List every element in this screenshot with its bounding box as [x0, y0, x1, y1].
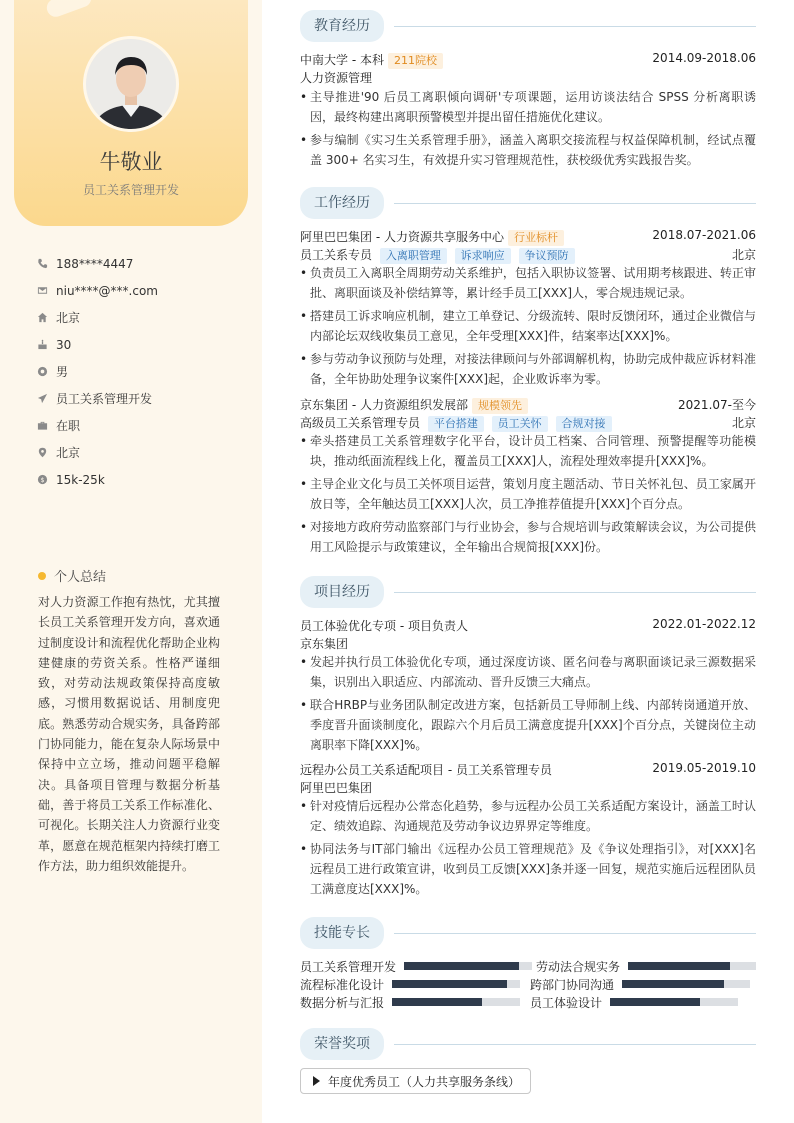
list-item: • 牵头搭建员工关系管理数字化平台，设计员工档案、合同管理、预警提醒等功能模块，推动纸面流程线上化，覆盖员工[XXX]人，流程处理效率提升[XXX]%。 [300, 431, 756, 471]
skill-label: 员工关系管理开发 [300, 959, 397, 974]
education-major: 人力资源管理 [300, 71, 373, 85]
job-city: 北京 [731, 248, 756, 262]
gender-icon [36, 366, 48, 378]
skill-tag: 员工关怀 [492, 416, 548, 432]
education-header: 中南大学 - 本科 211院校 2014.09-2018.06 [300, 51, 756, 67]
company-badge: 规模领先 [472, 398, 528, 414]
skill-tag: 入离职管理 [380, 248, 447, 264]
summary-heading: 个人总结 [38, 566, 106, 585]
decoration [44, 0, 93, 19]
list-item: • 对接地方政府劳动监察部门与行业协会，参与合规培训与政策解读会议，为公司提供用工风险提示与政策建议，全年输出合规简报[XXX]份。 [300, 517, 756, 557]
project-bullets [300, 652, 756, 758]
section-skills: 技能专长 [300, 917, 756, 949]
project-bullets [300, 796, 756, 902]
list-item: • 协同法务与IT部门输出《远程办公员工管理规范》及《争议处理指引》，对[XXX]名远程员工进行政策宣讲，收到员工反馈[XXX]条并逐一回复，规范实施后远程团队员工满意度达[XXX]%。 [300, 839, 756, 899]
list-item: • 负责员工入离职全周期劳动关系维护，包括入职协议签署、试用期考核跟进、转正审批、离职面谈及补偿结算等，累计经手员工[XXX]人，零合规违规记录。 [300, 263, 756, 303]
phone-icon [36, 258, 48, 270]
briefcase-icon [36, 420, 48, 432]
contact-intent: 员工关系管理开发 [36, 385, 158, 412]
skill-tag: 争议预防 [519, 248, 575, 264]
skill-label: 劳动法合规实务 [536, 959, 621, 974]
project-period: 2022.01-2022.12 [652, 617, 756, 631]
skill-label: 数据分析与汇报 [300, 995, 385, 1010]
skill-bar [628, 962, 756, 970]
education-period: 2014.09-2018.06 [652, 51, 756, 65]
play-icon [313, 1076, 320, 1086]
job-position: 高级员工关系管理专员 平台搭建 员工关怀 合规对接 北京 [300, 416, 756, 430]
project-org: 京东集团 [300, 637, 349, 651]
cake-icon [36, 339, 48, 351]
contact-status: 在职 [36, 412, 158, 439]
section-projects: 项目经历 [300, 576, 756, 608]
list-item: • 搭建员工诉求响应机制，建立工单登记、分级流转、限时反馈闭环，通过企业微信与内部论坛双线收集员工意见，全年受理[XXX]件，结案率达[XXX]%。 [300, 306, 756, 346]
mail-icon [36, 285, 48, 297]
list-item: • 参与劳动争议预防与处理，对接法律顾问与外部调解机构，协助完成仲裁应诉材料准备，全年协助处理争议案件[XXX]起，企业败诉率为零。 [300, 349, 756, 389]
sidebar [0, 0, 262, 1123]
contact-salary: $ 15k-25k [36, 466, 158, 493]
job-period: 2021.07-至今 [678, 398, 756, 412]
location-icon [36, 447, 48, 459]
skill-label: 跨部门协同沟通 [530, 977, 615, 992]
skill-tag: 平台搭建 [428, 416, 484, 432]
project-period: 2019.05-2019.10 [652, 761, 756, 775]
list-item: • 主导推进'90 后员工离职倾向调研'专项课题，运用访谈法结合 SPSS 分析离职诱因，最终构建出离职预警模型并提出留任措施优化建议。 [300, 87, 756, 127]
skill-label: 流程标准化设计 [300, 977, 385, 992]
bullet-dot-icon [38, 572, 46, 580]
skill-bar [392, 980, 520, 988]
job-header: 阿里巴巴集团 - 人力资源共享服务中心 行业标杆 2018.07-2021.06 [300, 228, 756, 244]
section-awards: 荣誉奖项 [300, 1028, 756, 1060]
contact-phone: 188****4447 [36, 250, 158, 277]
summary-text: 对人力资源工作抱有热忱，尤其擅长员工关系管理开发方向，喜欢通过制度设计和流程优化帮助企业构建健康的劳资关系。性格严谨细致，对劳动法规政策保持高度敏感，习惯用数据说话、用制度兜底。熟悉劳动合规实务，具备跨部门协同能力，能在复杂人际场景中保持中立立场，推动问题平稳解决。具备项目管理与数据分析基础，善于将员工关系工作标准化、可视化。长期关注人力资源行业变革，愿意在规范框架内持续打磨工作方法，助力组织效能提升。 [38, 595, 220, 873]
skill-label: 员工体验设计 [530, 995, 603, 1010]
home-icon [36, 312, 48, 324]
section-education: 教育经历 [300, 10, 756, 42]
contact-age: 30 [36, 331, 158, 358]
school-badge: 211院校 [388, 53, 443, 69]
award-item: 年度优秀员工（人力共享服务条线） [300, 1068, 531, 1094]
send-icon [36, 393, 48, 405]
list-item: • 参与编制《实习生关系管理手册》，涵盖入离职交接流程与权益保障机制，经试点覆盖 300+ 名实习生，有效提升实习管理规范性，获校级优秀实践报告奖。 [300, 130, 756, 170]
job-city: 北京 [731, 416, 756, 430]
job-position: 员工关系专员 入离职管理 诉求响应 争议预防 北京 [300, 248, 756, 262]
skill-bar [404, 962, 532, 970]
job-period: 2018.07-2021.06 [652, 228, 756, 242]
skill-bar [622, 980, 750, 988]
list-item: • 主导企业文化与员工关怀项目运营，策划月度主题活动、节日关怀礼包、员工家属开放日等，全年触达员工[XXX]人次，员工净推荐值提升[XXX]个百分点。 [300, 474, 756, 514]
salary-icon [36, 474, 48, 486]
contact-list [36, 250, 158, 493]
project-org: 阿里巴巴集团 [300, 781, 373, 795]
education-bullets [300, 87, 756, 173]
skill-bar [610, 998, 738, 1006]
candidate-name: 牛敬业 [99, 150, 163, 174]
list-item: • 联合HRBP与业务团队制定改进方案，包括新员工导师制上线、内部转岗通道开放、季度晋升面谈制度化，跟踪六个月后员工满意度提升[XXX]个百分点，关键岗位主动离职率下降[XXX]%。 [300, 695, 756, 755]
list-item: • 发起并执行员工体验优化专项，通过深度访谈、匿名问卷与离职面谈记录三源数据采集，识别出入职适应、内部流动、晋升反馈三大痛点。 [300, 652, 756, 692]
contact-home: 北京 [36, 304, 158, 331]
project-header: 员工体验优化专项 - 项目负责人 2022.01-2022.12 [300, 617, 756, 633]
section-work: 工作经历 [300, 187, 756, 219]
svg-text:$: $ [39, 475, 45, 484]
job-header: 京东集团 - 人力资源组织发展部 规模领先 2021.07-至今 [300, 398, 756, 412]
job-bullets [300, 431, 756, 560]
candidate-title: 员工关系管理开发 [82, 183, 179, 197]
contact-location: 北京 [36, 439, 158, 466]
skill-tag: 合规对接 [556, 416, 612, 432]
skill-tag: 诉求响应 [455, 248, 511, 264]
avatar [83, 36, 179, 132]
list-item: • 针对疫情后远程办公常态化趋势，参与远程办公员工关系适配方案设计，涵盖工时认定、绩效追踪、沟通规范及劳动争议边界界定等维度。 [300, 796, 756, 836]
project-header: 远程办公员工关系适配项目 - 员工关系管理专员 2019.05-2019.10 [300, 761, 756, 777]
skill-bar [392, 998, 520, 1006]
contact-email: niu****@***.com [36, 277, 158, 304]
job-bullets [300, 263, 756, 392]
contact-gender: 男 [36, 358, 158, 385]
company-badge: 行业标杆 [508, 230, 564, 246]
